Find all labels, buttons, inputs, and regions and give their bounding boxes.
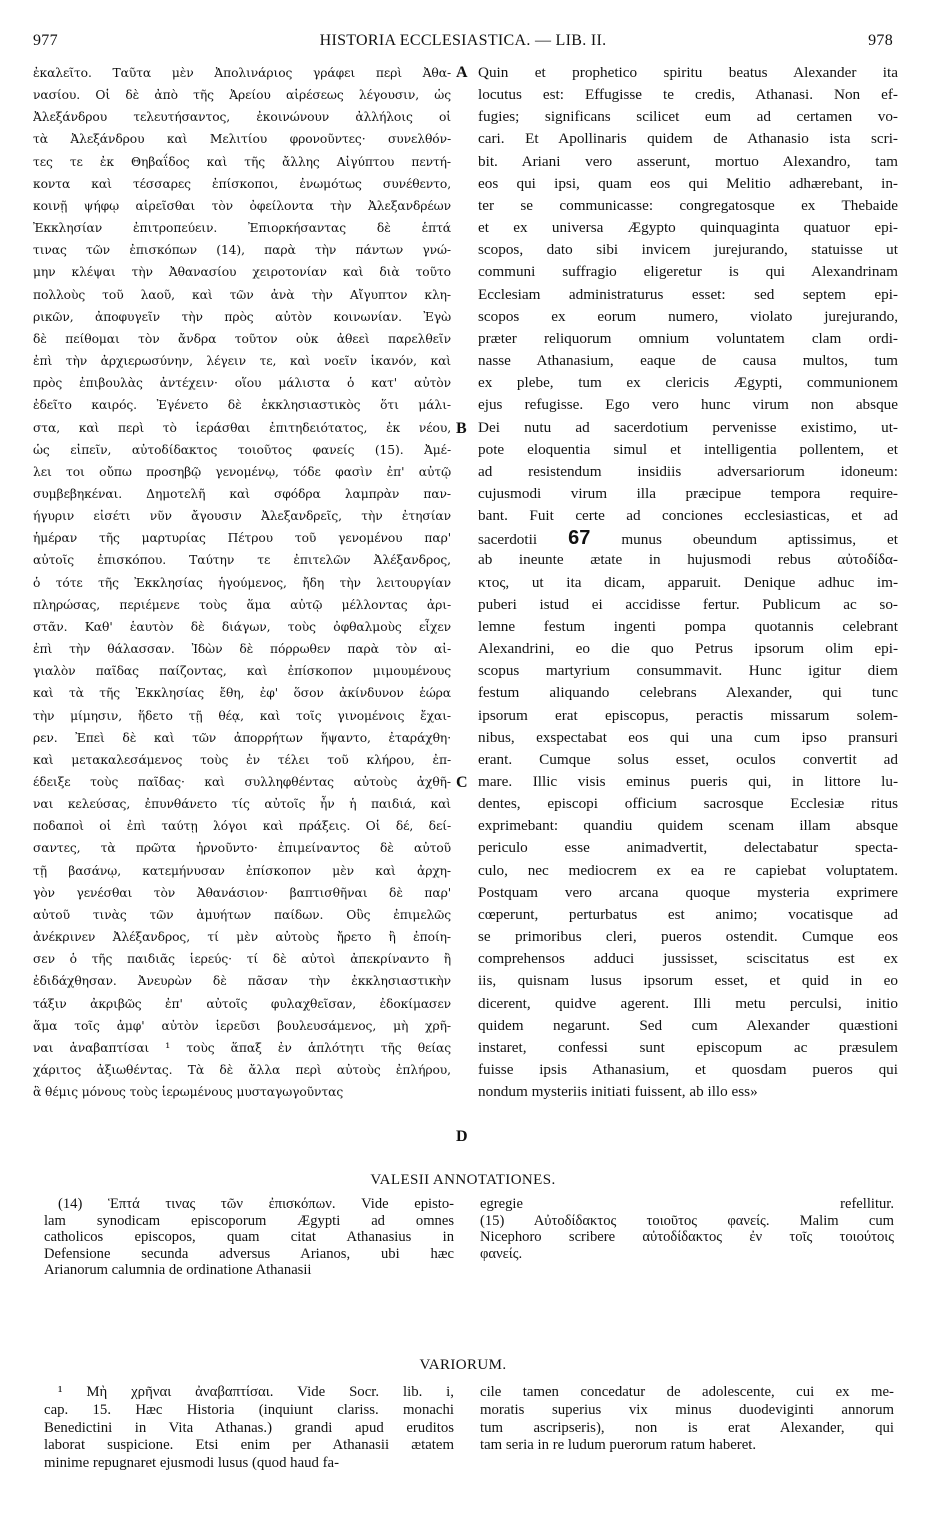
greek-text-line: ἐδεῖτο καιρός. Ἐγένετο δὲ ἐκκλησιαστικὸς ὅτι μάλι-	[33, 398, 451, 413]
annotations-right	[480, 1196, 894, 1262]
annotation-line: Defensione secunda adversus Arianos, ubi hæc	[44, 1245, 454, 1262]
greek-text-line: τῇ βασάνῳ, κατεμήνυσαν ἐπίσκοπον μὲν καὶ ἀρχη-	[33, 863, 451, 878]
latin-text-line: nondum mysteriis initiati fuissent, ab illo ess»	[478, 1083, 758, 1101]
greek-text-line: ποδαποὶ οἱ ἐπὶ ταύτῃ λόγοι καὶ πράξεις. Οἱ δέ, δεί-	[33, 819, 451, 834]
greek-text-line: πρὸς ἐπιβουλὰς ἀντέχειν· οἵου μάλιστα ὁ κατ' αὐτὸν	[33, 376, 451, 391]
latin-text-line: Alexandrini, eo die quo Petrus ipsorum olim epi-	[478, 640, 898, 658]
greek-text-line: αὐτοῦ τινὰς τῶν ἀμυήτων παίδων. Οὓς ἐπιμελῶς	[33, 907, 451, 922]
latin-text-line: cœperunt, perturbatus est animo; vocatisque ad	[478, 905, 898, 923]
greek-text-line: χάριτος ἀξιωθέντας. Τὰ δὲ ἄλλα περὶ αὐτοὺς ἐπλήρου,	[33, 1063, 451, 1078]
variorum-line: Benedictini in Vita Athanas.) grandi apud eruditos	[44, 1419, 454, 1436]
latin-text-line: fugies; significans scilicet eum ad certamen vo-	[478, 108, 898, 126]
latin-text-line: iis, quisnam lusus ipsorum esset, et quid in eo	[478, 972, 898, 990]
greek-text-column	[33, 62, 451, 1103]
latin-text-line: erant. Cumque solus esset, oculos convertit ad	[478, 750, 898, 768]
running-header	[33, 32, 893, 56]
greek-text-line: πολλοὺς τοῦ λαοῦ, καὶ τῶν ἀνὰ τὴν Αἴγυπτον κλη-	[33, 287, 451, 302]
variorum-right	[480, 1384, 894, 1455]
greek-text-line: δὲ πείθομαι τὸν ἄνδρα τοῦτον οὐκ ἀθεεὶ παρελθεῖν	[33, 331, 451, 346]
latin-text-line: eos qui ipsi, quam eos qui Melitio adhærebant, in-	[478, 174, 898, 192]
greek-text-line: ρικῶν, ἀποφυγεῖν τὴν πρὸς αὐτὸν κοινωνίαν. Ἐγὼ	[33, 309, 451, 324]
greek-text-line: ὡς εἰπεῖν, αὐτοδίδακτος τοιοῦτος φανείς (15). Ἀμέ-	[33, 442, 451, 457]
latin-text-line: scopos ex eorum numero, violato jurejurando,	[478, 307, 898, 325]
latin-text-line: locutus est: Effugisse te credis, Athanasi. Non ef-	[478, 86, 898, 104]
greek-text-line: αὐτοῖς ἐπισκόπου. Ταύτην τε ἐπιτελῶν Ἀλέξανδρος,	[33, 553, 451, 568]
latin-text-line: comprehensos adduci jussisset, sciscitatus est ex	[478, 950, 898, 968]
greek-text-line: νασίου. Οἱ δὲ ἀπὸ τῆς Ἀρείου αἱρέσεως λέγουσιν, ὡς	[33, 88, 451, 103]
latin-text-line: Ecclesiam administraturus esset: sed septem epi-	[478, 285, 898, 303]
latin-text-line: quidem negarunt. Sed cum Alexander quæstioni	[478, 1016, 898, 1034]
latin-text-line: et ex universa Ægypto quinquaginta quatuor epi-	[478, 219, 898, 237]
latin-text-line: ad resistendum insidiis adversariorum idoneum:	[478, 462, 898, 480]
greek-text-line: ἀνέκρινεν Ἀλέξανδρος, τί μὲν αὐτοὺς ἤρετο ἢ ἐποίη-	[33, 930, 451, 945]
annotation-line: Nicephoro scribere αὐτοδίδακτος ἐν τοῖς τοιούτοις	[480, 1229, 894, 1246]
greek-text-line: πληρώσας, περιέμενε τοὺς ἅμα αὐτῷ μέλλοντας ἀρι-	[33, 597, 451, 612]
greek-text-line: καὶ μετακαλεσάμενος τοὺς ἐν τέλει τοῦ κλήρου, ἐπ-	[33, 752, 451, 767]
greek-text-line: λει τοι οὔπω προσηβῷ γενομένῳ, τόδε φασὶν ἐπ' αὐτῷ	[33, 464, 451, 479]
variorum-line: cile tamen concedatur de adolescente, cui ex me-	[480, 1384, 894, 1400]
inline-page-number: 67	[568, 527, 591, 550]
latin-text-line: ex plebe, tum ex clericis Ægypti, communionem	[478, 374, 898, 392]
latin-text-line: præter reliquorum omnium voluntatem clam ordi-	[478, 329, 898, 347]
greek-text-line: μην κλέψαι τὴν Ἀθανασίου χειροτονίαν καὶ διὰ τοῦτο	[33, 265, 451, 280]
latin-text-line: scopos, dato sibi invicem jurejurando, statuisse ut	[478, 241, 898, 259]
latin-text-line: puberi istud ei accidisse fertur. Publicum ac so-	[478, 595, 898, 613]
latin-text-line: festum aliquando celebrans Alexander, qui tunc	[478, 684, 898, 702]
greek-text-line: ήγυριν εἰσέτι νῦν ἄγουσιν Ἀλεξανδρεῖς, τὴν ἐτησίαν	[33, 509, 451, 524]
variorum-line: moratis superius vix minus duodeviginti annorum	[480, 1401, 894, 1418]
margin-marker-b: B	[456, 420, 467, 437]
latin-text-line: mare. Illic visis eminus pueris qui, in littore lu-	[478, 773, 898, 790]
latin-text-line: instaret, confessi sunt episcopum ac præsulem	[478, 1038, 898, 1056]
annotations-title: VALESII ANNOTATIONES.	[370, 1172, 556, 1188]
variorum-line: ¹ Μὴ χρῆναι ἀναβαπτίσαι. Vide Socr. lib. i,	[58, 1384, 454, 1400]
greek-text-line: στᾶν. Καθ' ἑαυτὸν δὲ διάγων, τοὺς ὀφθαλμοὺς εἶχεν	[33, 619, 451, 634]
latin-text-line: Postquam vero arcana quoque mysteria exprimere	[478, 883, 898, 901]
latin-text-line: pote eloquentia simul et intelligentia pollentem, et	[478, 440, 898, 458]
variorum-title: VARIORUM.	[419, 1357, 507, 1373]
greek-text-line: ὁ τότε τῆς Ἐκκλησίας ἡγούμενος, ἤδη τὴν λειτουργίαν	[33, 575, 451, 590]
latin-text-line: lemne festum ingenti pompa quotannis celebrant	[478, 617, 898, 635]
annotation-line: Arianorum calumnia de ordinatione Athanasii	[44, 1262, 312, 1279]
latin-text-line: Dei nutu ad sacerdotium pervenisse existimo, ut-	[478, 418, 898, 436]
greek-text-line: ἃ θέμις μόνους τοὺς ἱερωμένους μυσταγωγοῦντας	[33, 1085, 344, 1100]
greek-text-line: ναι ἀναβαπτίσαι ¹ τοὺς ἅπαξ ἐν ἁπλότητι τῆς θείας	[33, 1040, 451, 1055]
latin-text-line: sacerdotii 67 munus obeundum aptissimus, et	[478, 527, 898, 550]
greek-text-line: τες τε ἐκ Θηβαΐδος καὶ τῆς ἄλλης Αἰγύπτου πεντή-	[33, 154, 451, 169]
variorum-line: laborat suspicione. Etsi enim per Athanasii ætatem	[44, 1437, 454, 1454]
latin-text-line: exprimebant: quandiu quidem scenam illam absque	[478, 817, 898, 835]
latin-text-line: dicerent, quidve agerent. Illi metu perculsi, initio	[478, 994, 898, 1012]
margin-marker-c: C	[456, 774, 468, 791]
annotation-line: φανείς.	[480, 1245, 523, 1262]
greek-text-line: γιαλὸν παῖδας παίζοντας, καὶ ἐπίσκοπον μιμουμένους	[33, 664, 451, 679]
greek-text-line: γὸν γενέσθαι τὸν Ἀθανάσιον· βαπτισθῆναι δὲ παρ'	[33, 885, 451, 900]
latin-text-line: cujusmodi virum illa præcipue tempora require-	[478, 484, 898, 502]
annotation-line: (15) Αὐτοδίδακτος τοιοῦτος φανείς. Malim cum	[480, 1212, 894, 1229]
greek-text-line: τὰ Ἀλεξάνδρου καὶ Μελιτίου φρονοῦντες· συνελθόν-	[33, 132, 451, 147]
greek-text-line: συμβεβηκέναι. Δημοτελῆ καὶ σφόδρα λαμπρὰν παν-	[33, 486, 451, 501]
greek-text-line: Ἐκκλησίαν ἐπιτροπεύειν. Ἐπιορκήσαντας δὲ ἑπτά	[33, 221, 451, 236]
variorum-line: tum ascripseris), non is erat Alexander, qui	[480, 1419, 894, 1436]
variorum-line: minime repugnaret ejusmodi lusus (quod haud fa-	[44, 1455, 340, 1472]
latin-text-line: Quin et prophetico spiritu beatus Alexander ita	[478, 64, 898, 81]
greek-text-line: ἐπὶ τὴν ἀρχιερωσύνην, λέγειν τε, καὶ νοεῖν ἱκανόν, καὶ	[33, 354, 451, 369]
greek-text-line: στα, καὶ περὶ τὸ ἱεράσθαι ἐπιτηδειότατος, ἐκ νέου,	[33, 420, 451, 435]
greek-text-line: τινας τῶν ἐπισκόπων (14), παρὰ τὴν πάντων γνώ-	[33, 243, 451, 258]
greek-text-line: σαντες, τὰ πρῶτα ἠρνοῦντο· ἐπιμείναντος δὲ αὐτοῦ	[33, 841, 451, 856]
annotation-line: egregie refellitur.	[480, 1196, 894, 1212]
greek-text-line: καὶ τὰ τῆς Ἐκκλησίας ἔθη, ἐφ' ὅσον ἀκίνδυνον ἑώρα	[33, 686, 451, 701]
latin-text-line: culo, nec mediocrem ex ea re capiebat voluptatem.	[478, 861, 898, 879]
greek-text-line: τάξιν ἀκριβῶς ἐπ' αὐτοῖς φυλαχθεῖσαν, ἐδοκίμασεν	[33, 996, 451, 1011]
greek-text-line: κοντα καὶ τέσσαρες ἐπίσκοποι, ἐνωμότως συνέθεντο,	[33, 176, 451, 191]
latin-text-line: communi suffragio eligeretur is qui Alexandrinam	[478, 263, 898, 281]
greek-text-line: σεν ὁ τῆς παιδιᾶς ἱερεύς· τί δὲ αὐτοὶ ἀπεκρίναντο ἢ	[33, 952, 451, 967]
latin-text-line: dentes, episcopi officium sacrosque Ecclesiæ ritus	[478, 795, 898, 813]
page-number-right: 978	[868, 32, 893, 49]
greek-text-line: ρεν. Ἐπεὶ δὲ καὶ τῶν ἀπορρήτων ἥψαντο, ἐταράχθη·	[33, 730, 451, 745]
annotation-line: catholicos episcopos, quam citat Athanasius in	[44, 1229, 454, 1246]
annotations-left	[44, 1196, 454, 1279]
running-title: HISTORIA ECCLESIASTICA. — LIB. II.	[319, 32, 607, 49]
latin-text-line: scopus martyrium consummavit. Hunc igitur diem	[478, 662, 898, 680]
latin-text-line: periculo esse animadvertit, delectabatur specta-	[478, 839, 898, 857]
greek-text-line: ἐδιδάχθησαν. Ἀνευρὼν δὲ πᾶσαν τὴν ἐκκλησιαστικὴν	[33, 974, 451, 989]
latin-text-line: fuisse ipsis Athanasium, et quosdam pueros qui	[478, 1061, 898, 1079]
latin-text-line: bit. Ariani vero asserunt, mortuo Alexandro, tam	[478, 152, 898, 170]
greek-text-line: έδειξε τοὺς παῖδας· καὶ συλληφθέντας αὐτοὺς ἀχθῆ-	[33, 775, 451, 789]
greek-text-line: κοινῇ ψήφῳ αἱρεῖσθαι τὸν ὀφείλοντα τὴν Ἀλεξανδρέων	[33, 198, 451, 213]
greek-text-line: τὴν μίμησιν, ἥδετο τῇ θέᾳ, καὶ τοῖς γινομένοις ἔχαι-	[33, 708, 451, 723]
annotation-line: lam synodicam episcoporum Ægypti ad omnes	[44, 1212, 454, 1229]
greek-text-line: ἐκαλεῖτο. Ταῦτα μὲν Ἀπολινάριος γράφει περὶ Ἀθα-	[33, 66, 451, 80]
variorum-line: cap. 15. Hæc Historia (inquiunt clariss. monachi	[44, 1401, 454, 1418]
greek-text-line: ἅμα τοῖς ἀμφ' αὐτὸν ἱερεῦσι βουλευσάμενος, μὴ χρῆ-	[33, 1018, 451, 1033]
latin-text-line: ipsorum erat episcopus, peractis missarum solem-	[478, 706, 898, 724]
margin-marker-d: D	[456, 1128, 468, 1145]
latin-text-line: κτος, ut ita dicam, apparuit. Denique adhuc im-	[478, 573, 898, 591]
latin-text-line: nasse Athanasium, eaque de causa multos, tum	[478, 352, 898, 370]
margin-marker-a: A	[456, 64, 468, 81]
variorum-left	[44, 1384, 454, 1473]
greek-text-line: ἐπὶ τὴν θάλασσαν. Ἰδὼν δὲ πόρρωθεν παρὰ τὸν αἰ-	[33, 642, 451, 657]
latin-text-column	[478, 62, 898, 1103]
latin-text-line: cari. Et Apollinaris quidem de Athanasio ista scri-	[478, 130, 898, 148]
page-number-left: 977	[33, 32, 58, 49]
greek-text-line: Ἀλεξάνδρου τελευτήσαντος, ἐκοινώνουν ἀλλήλοις οἱ	[33, 110, 451, 125]
variorum-line: tam seria in re ludum puerorum ratum haberet.	[480, 1437, 757, 1454]
greek-text-line: ναι κελεύσας, ἐπυνθάνετο τίς αὐτοῖς ἦν ἡ παιδιά, καὶ	[33, 797, 451, 812]
latin-text-line: ter se communicasse: congregatosque ex Thebaide	[478, 196, 898, 214]
latin-text-line: se primoribus cleri, pueros ostendit. Cumque eos	[478, 928, 898, 946]
greek-text-line: ἡμέραν τῆς μαρτυρίας Πέτρου τοῦ γενομένου παρ'	[33, 531, 451, 546]
latin-text-line: nibus, exspectabat eos qui una cum ipso pransuri	[478, 728, 898, 746]
latin-text-line: ab ineunte ætate in hujusmodi rebus αὐτοδίδα-	[478, 551, 898, 569]
latin-text-line: ejus refugisse. Ego vero hunc virum non absque	[478, 396, 898, 414]
latin-text-line: bant. Fuit certe ad conciones ecclesiasticas, et ad	[478, 507, 898, 525]
annotation-line: (14) Ἑπτά τινας τῶν ἐπισκόπων. Vide episto-	[58, 1196, 454, 1212]
